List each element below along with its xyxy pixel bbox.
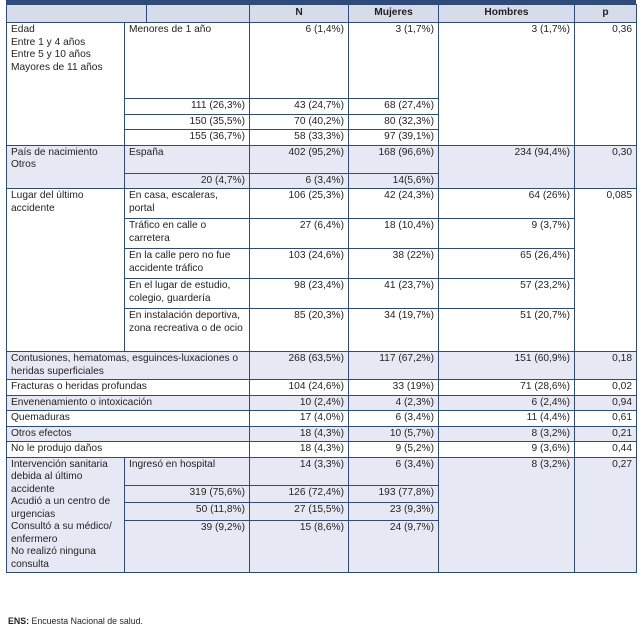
header-label — [7, 5, 147, 23]
cell-mujeres: 10 (5,7%) — [349, 426, 439, 442]
cell-n: 103 (24,6%) — [250, 249, 349, 279]
cell-n: 58 (33,3%) — [250, 130, 349, 146]
cell-hombres: 6 (2,4%) — [439, 395, 575, 411]
cell-n: 104 (24,6%) — [250, 380, 349, 396]
header-blank — [147, 5, 250, 23]
cell-p: 0,18 — [575, 352, 637, 380]
header-mujeres: Mujeres — [349, 5, 439, 23]
cell-p: 0,085 — [575, 189, 637, 352]
cell-p: 0,36 — [575, 23, 637, 146]
row-label: Otros efectos — [7, 426, 250, 442]
edad-cat: Entre 5 y 10 años — [11, 49, 91, 60]
edad-label-cell — [7, 23, 125, 146]
table-row — [7, 23, 637, 99]
intervencion-cat: Acudió a un centro de urgencias — [11, 496, 111, 520]
table-row — [7, 411, 637, 427]
cell-n: 43 (24,7%) — [250, 99, 349, 115]
cell-n: 6 (1,4%) — [250, 23, 349, 99]
intervencion-label-cell — [7, 457, 125, 573]
cell-n: 15 (8,6%) — [250, 521, 349, 573]
cell-hombres: 8 (3,2%) — [439, 426, 575, 442]
cell-n: 402 (95,2%) — [250, 145, 349, 173]
row-label: 39 (9,2%) — [125, 521, 250, 573]
cell-n: 6 (3,4%) — [250, 173, 349, 189]
cell-mujeres: 42 (24,3%) — [349, 189, 439, 219]
cell-mujeres: 24 (9,7%) — [349, 521, 439, 573]
row-label: Tráfico en calle o carretera — [125, 219, 250, 249]
table-row — [7, 380, 637, 396]
edad-cat: Entre 1 y 4 años — [11, 36, 86, 48]
cell-hombres: 9 (3,6%) — [439, 442, 575, 458]
cell-mujeres: 168 (96,6%) — [349, 145, 439, 173]
cell-mujeres: 4 (2,3%) — [349, 395, 439, 411]
row-label: 111 (26,3%) — [125, 99, 250, 115]
header-n: N — [250, 5, 349, 23]
cell-mujeres: 18 (10,4%) — [349, 219, 439, 249]
cell-p: 0,02 — [575, 380, 637, 396]
header-hombres: Hombres — [439, 5, 575, 23]
cell-n: 18 (4,3%) — [250, 426, 349, 442]
row-label: Envenenamiento o intoxicación — [7, 395, 250, 411]
row-label: 155 (36,7%) — [125, 130, 250, 146]
cell-mujeres: 68 (27,4%) — [349, 99, 439, 115]
row-label: 150 (35,5%) — [125, 114, 250, 130]
pais-label-otros: Otros — [11, 159, 36, 170]
cell-mujeres: 34 (19,7%) — [349, 309, 439, 352]
cell-hombres: 234 (94,4%) — [439, 145, 575, 189]
cell-n: 70 (40,2%) — [250, 114, 349, 130]
cell-n: 14 (3,3%) — [250, 457, 349, 485]
cell-n: 10 (2,4%) — [250, 395, 349, 411]
cell-mujeres: 33 (19%) — [349, 380, 439, 396]
cell-mujeres: 97 (39,1%) — [349, 130, 439, 146]
cell-n: 18 (4,3%) — [250, 442, 349, 458]
cell-mujeres: 9 (5,2%) — [349, 442, 439, 458]
cell-mujeres: 23 (9,3%) — [349, 503, 439, 521]
cell-hombres: 8 (3,2%) — [439, 457, 575, 573]
row-label: 50 (11,8%) — [125, 503, 250, 521]
cell-hombres: 151 (60,9%) — [439, 352, 575, 380]
row-label: En la calle pero no fue accidente tráfico — [125, 249, 250, 279]
cell-mujeres: 6 (3,4%) — [349, 411, 439, 427]
cell-p: 0,94 — [575, 395, 637, 411]
header-p: p — [575, 5, 637, 23]
table-row — [7, 145, 637, 173]
cell-mujeres: 38 (22%) — [349, 249, 439, 279]
pais-label-cell — [7, 145, 125, 189]
cell-hombres: 71 (28,6%) — [439, 380, 575, 396]
header-row — [7, 5, 637, 23]
lugar-label: Lugar del último accidente — [7, 189, 125, 352]
cell-n: 106 (25,3%) — [250, 189, 349, 219]
table-row — [7, 426, 637, 442]
row-label: En el lugar de estudio, colegio, guardería — [125, 279, 250, 309]
footnote-text: Encuesta Nacional de salud. — [29, 616, 143, 626]
cell-n: 27 (15,5%) — [250, 503, 349, 521]
cell-hombres: 11 (4,4%) — [439, 411, 575, 427]
cell-mujeres: 3 (1,7%) — [349, 23, 439, 99]
row-label: Menores de 1 año — [125, 23, 250, 99]
cell-n: 85 (20,3%) — [250, 309, 349, 352]
cell-mujeres: 14(5,6%) — [349, 173, 439, 189]
data-table — [6, 4, 637, 573]
cell-mujeres: 117 (67,2%) — [349, 352, 439, 380]
cell-p: 0,27 — [575, 457, 637, 573]
intervencion-label: Intervención sanitaria debida al último accidente — [11, 458, 108, 495]
table-row — [7, 189, 637, 219]
table-row — [7, 395, 637, 411]
cell-mujeres: 41 (23,7%) — [349, 279, 439, 309]
row-label: 20 (4,7%) — [125, 173, 250, 189]
cell-hombres: 57 (23,2%) — [439, 279, 575, 309]
row-label: En casa, escaleras, portal — [125, 189, 250, 219]
footnote — [8, 616, 143, 626]
cell-hombres: 3 (1,7%) — [439, 23, 575, 146]
cell-mujeres: 193 (77,8%) — [349, 485, 439, 503]
row-label: No le produjo daños — [7, 442, 250, 458]
cell-n: 268 (63,5%) — [250, 352, 349, 380]
cell-p: 0,30 — [575, 145, 637, 189]
cell-hombres: 9 (3,7%) — [439, 219, 575, 249]
cell-n: 98 (23,4%) — [250, 279, 349, 309]
cell-p: 0,21 — [575, 426, 637, 442]
cell-mujeres: 6 (3,4%) — [349, 457, 439, 485]
cell-p: 0,61 — [575, 411, 637, 427]
intervencion-cat: No realizó ninguna consulta — [11, 546, 96, 570]
row-label: Ingresó en hospital — [125, 457, 250, 485]
row-label: Fracturas o heridas profundas — [7, 380, 250, 396]
row-label: Contusiones, hematomas, esguinces-luxaciones o heridas superficiales — [7, 352, 250, 380]
cell-n: 17 (4,0%) — [250, 411, 349, 427]
cell-hombres: 51 (20,7%) — [439, 309, 575, 352]
row-label: Quemaduras — [7, 411, 250, 427]
edad-label: Edad — [11, 24, 35, 35]
row-label: 319 (75,6%) — [125, 485, 250, 503]
cell-hombres: 64 (26%) — [439, 189, 575, 219]
intervencion-cat: Consultó a su médico/ enfermero — [11, 521, 112, 545]
cell-hombres: 65 (26,4%) — [439, 249, 575, 279]
cell-mujeres: 80 (32,3%) — [349, 114, 439, 130]
cell-n: 27 (6,4%) — [250, 219, 349, 249]
row-label: En instalación deportiva, zona recreativa o de ocio — [125, 309, 250, 352]
pais-label: País de nacimiento — [11, 146, 98, 158]
edad-cat: Mayores de 11 años — [11, 61, 103, 73]
cell-p: 0,44 — [575, 442, 637, 458]
table-row — [7, 442, 637, 458]
cell-n: 126 (72,4%) — [250, 485, 349, 503]
row-label: España — [125, 145, 250, 173]
table-row — [7, 457, 637, 485]
footnote-abbr: ENS: — [8, 616, 30, 626]
table-row — [7, 352, 637, 380]
